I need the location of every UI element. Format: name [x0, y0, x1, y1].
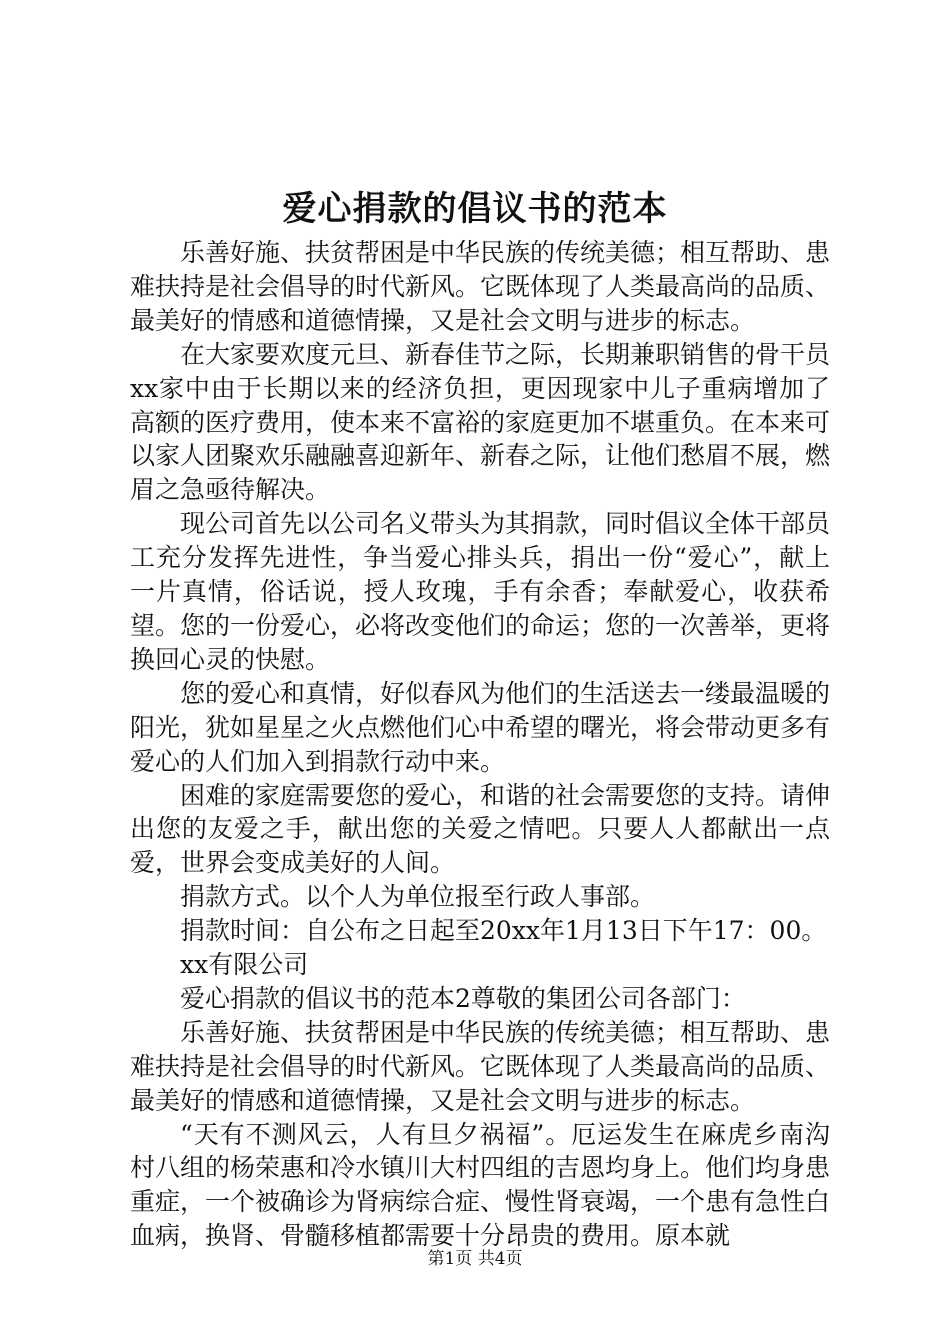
paragraph-1: 乐善好施、扶贫帮困是中华民族的传统美德；相互帮助、患难扶持是社会倡导的时代新风。它既体现了人类最高尚的品质、最美好的情感和道德情操，又是社会文明与进步的标志。: [130, 238, 831, 335]
paragraph-donation-method: 捐款方式。以个人为单位报至行政人事部。: [180, 882, 656, 912]
paragraph-5: 困难的家庭需要您的爱心，和谐的社会需要您的支持。请伸出您的友爱之手，献出您的关爱之情吧。只要人人都献出一点爱，世界会变成美好的人间。: [130, 780, 831, 878]
document-title: 爱心捐款的倡议书的范本: [282, 189, 668, 229]
signature-company: xx有限公司: [180, 950, 309, 980]
paragraph-6: 乐善好施、扶贫帮困是中华民族的传统美德；相互帮助、患难扶持是社会倡导的时代新风。它既体现了人类最高尚的品质、最美好的情感和道德情操，又是社会文明与进步的标志。: [130, 1017, 831, 1115]
paragraph-sample-2-heading: 爱心捐款的倡议书的范本2尊敬的集团公司各部门：: [180, 983, 746, 1013]
paragraph-7: “天有不测风云，人有旦夕祸福”。厄运发生在麻虎乡南沟村八组的杨荣惠和冷水镇川大村四组的吉恩均身上。他们均身患重症，一个被确诊为肾病综合症、慢性肾衰竭，一个患有急性白血病，换肾、骨髓移植都需要十分昂贵的费用。原本就: [130, 1119, 831, 1251]
paragraph-3: 现公司首先以公司名义带头为其捐款，同时倡议全体干部员工充分发挥先进性，争当爱心排头兵，捐出一份“爱心”，献上一片真情，俗话说，授人玫瑰，手有余香；奉献爱心，收获希望。您的一份爱心，必将改变他们的命运；您的一次善举，更将换回心灵的快慰。: [130, 509, 831, 674]
paragraph-donation-time: 捐款时间：自公布之日起至20xx年1月13日下午17：00。: [180, 916, 827, 946]
page-footer: 第1页 共4页: [427, 1249, 523, 1269]
document-body: [130, 236, 830, 1253]
paragraph-4: 您的爱心和真情，好似春风为他们的生活送去一缕最温暖的阳光，犹如星星之火点燃他们心中希望的曙光，将会带动更多有爱心的人们加入到捐款行动中来。: [130, 678, 831, 776]
paragraph-2: 在大家要欢度元旦、新春佳节之际，长期兼职销售的骨干员xx家中由于长期以来的经济负担，更因现家中儿子重病增加了高额的医疗费用，使本来不富裕的家庭更加不堪重负。在本来可以家人团聚欢乐融融喜迎新年、新春之际，让他们愁眉不展，燃眉之急亟待解决。: [130, 339, 831, 505]
